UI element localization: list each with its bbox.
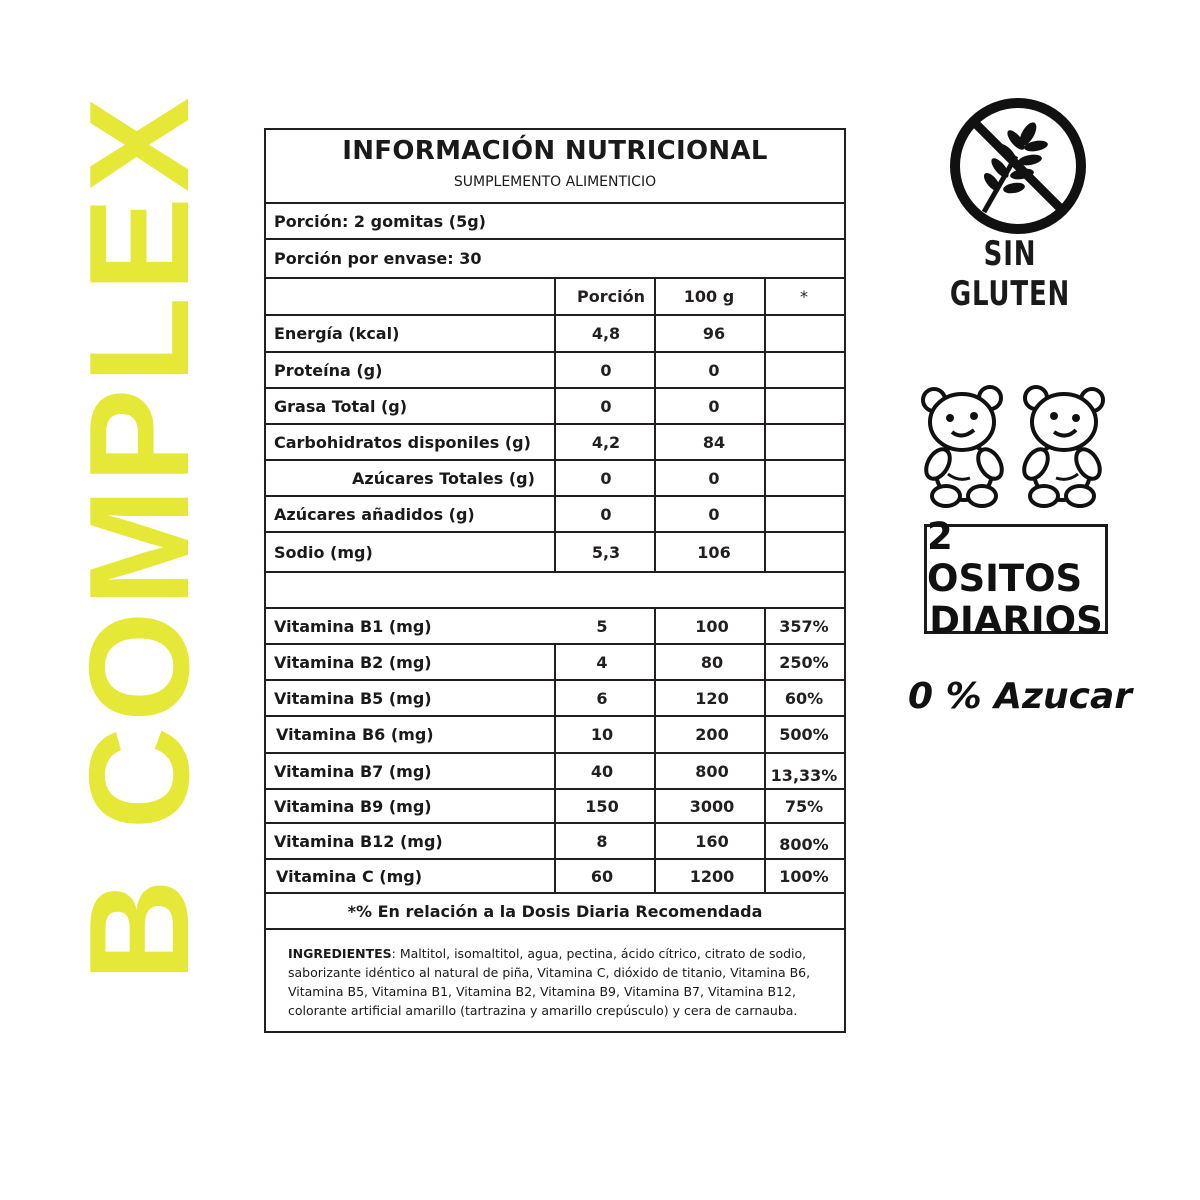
footnote-row — [266, 894, 844, 930]
serving-size: Porción: 2 gomitas (5g) — [274, 211, 486, 231]
vitamin-portion: 60 — [590, 866, 614, 886]
gluten-free-text: SIN GLUTEN — [949, 234, 1071, 314]
column-percent: * — [800, 287, 808, 306]
vitamin-percent: 75% — [784, 796, 824, 816]
vitamin-portion: 4 — [596, 652, 608, 672]
nutrient-name: Azúcares Totales (g) — [352, 468, 535, 488]
spacer-row — [266, 573, 844, 609]
vitamin-per100: 200 — [695, 725, 729, 744]
nutrient-per100: 106 — [697, 542, 731, 562]
vitamin-name: Vitamina B1 (mg) — [274, 616, 432, 636]
vitamin-portion: 6 — [596, 688, 608, 708]
column-divider — [554, 645, 556, 894]
vitamin-name: Vitamina B7 (mg) — [274, 761, 432, 781]
nutrient-name: Sodio (mg) — [274, 542, 373, 562]
column-portion: Porción — [577, 287, 645, 306]
servings-per-container: Porción por envase: 30 — [274, 249, 482, 268]
product-name: B COMPLEX — [60, 92, 219, 982]
column-divider — [764, 609, 766, 894]
column-divider — [764, 279, 766, 573]
nutrient-portion: 4,2 — [591, 432, 621, 452]
vitamin-portion: 40 — [590, 761, 614, 781]
ingredients-list: : Maltitol, isomaltitol, agua, pectina, ácido cítrico, citrato de sodio, saborizante idéntico al natural de piña, Vitamina C, dióxido de titanio, Vitamina B6, Vitamina B5, Vitamina B1, Vitamina B2, Vitamina B9, Vitamina B7, Vitamina B12, colorante artificial amarillo (tartrazina y amarillo crepúsculo) y cera de carnauba. — [288, 946, 811, 1018]
column-divider — [654, 609, 656, 894]
vitamin-percent: 100% — [779, 866, 829, 886]
gummy-bear-icon — [1016, 384, 1108, 508]
vitamin-portion: 150 — [585, 796, 619, 816]
vitamin-percent: 357% — [779, 616, 829, 636]
nutrient-portion: 0 — [600, 504, 612, 524]
servings-per-container-row — [266, 240, 844, 279]
vitamin-per100: 800 — [695, 761, 729, 781]
vitamin-portion: 5 — [596, 616, 608, 636]
vitamin-name: Vitamina B5 (mg) — [274, 688, 432, 708]
nutrient-portion: 0 — [600, 468, 612, 488]
nutrient-per100: 84 — [702, 432, 726, 452]
nutrient-name: Azúcares añadidos (g) — [274, 504, 475, 524]
vitamin-row — [266, 609, 844, 645]
vitamin-percent: 800% — [779, 834, 829, 854]
label-header — [266, 130, 844, 204]
gummy-bear-icon — [918, 384, 1010, 508]
vitamin-per100: 3000 — [689, 796, 735, 816]
vitamin-name: Vitamina C (mg) — [276, 866, 423, 886]
daily-dose-badge — [924, 515, 1108, 642]
vitamin-percent: 60% — [784, 688, 824, 708]
nutrient-portion: 0 — [600, 360, 612, 380]
daily-dose-line1: 2 OSITOS — [927, 515, 1083, 600]
vitamin-per100: 1200 — [689, 866, 735, 886]
nutrient-portion: 0 — [600, 396, 612, 416]
nutrient-name: Proteína (g) — [274, 360, 383, 380]
sugar-free-text: 0 % Azucar — [908, 676, 1133, 717]
vitamin-per100: 100 — [695, 616, 729, 636]
vitamin-per100: 80 — [700, 652, 724, 672]
vitamin-name: Vitamina B12 (mg) — [274, 831, 443, 851]
ingredients-label: INGREDIENTES — [288, 946, 392, 961]
vitamin-percent: 250% — [779, 652, 829, 672]
nutrient-per100: 0 — [708, 468, 720, 488]
vitamin-portion: 8 — [596, 831, 608, 851]
column-divider — [554, 279, 556, 573]
nutrient-per100: 0 — [708, 504, 720, 524]
nutrient-name: Grasa Total (g) — [274, 396, 408, 416]
label-title: INFORMACIÓN NUTRICIONAL — [342, 136, 768, 166]
no-gluten-wheat-icon — [946, 94, 1090, 238]
vitamin-portion: 10 — [590, 725, 614, 744]
nutrient-name: Carbohidratos disponiles (g) — [274, 432, 531, 452]
nutrition-facts-label — [264, 128, 846, 1033]
vitamin-name: Vitamina B2 (mg) — [274, 652, 432, 672]
vitamin-percent: 13,33% — [770, 765, 838, 785]
nutrient-per100: 96 — [702, 324, 726, 343]
vitamin-name: Vitamina B9 (mg) — [274, 796, 432, 816]
vitamin-per100: 160 — [695, 831, 729, 851]
nutrient-portion: 5,3 — [591, 542, 621, 562]
nutrient-portion: 4,8 — [591, 324, 621, 343]
daily-dose-line2: DIARIOS — [929, 599, 1103, 642]
vitamin-name: Vitamina B6 (mg) — [276, 725, 434, 744]
vitamin-per100: 120 — [695, 688, 729, 708]
label-subtitle: SUMPLEMENTO ALIMENTICIO — [453, 174, 657, 190]
nutrient-name: Energía (kcal) — [274, 324, 400, 343]
daily-value-footnote: *% En relación a la Dosis Diaria Recomendada — [347, 901, 763, 921]
serving-size-row — [266, 204, 844, 240]
column-100g: 100 g — [683, 287, 735, 306]
column-divider — [654, 279, 656, 573]
ingredients-text — [288, 944, 826, 1020]
nutrient-per100: 0 — [708, 360, 720, 380]
nutrient-per100: 0 — [708, 396, 720, 416]
vitamin-percent: 500% — [779, 725, 829, 744]
